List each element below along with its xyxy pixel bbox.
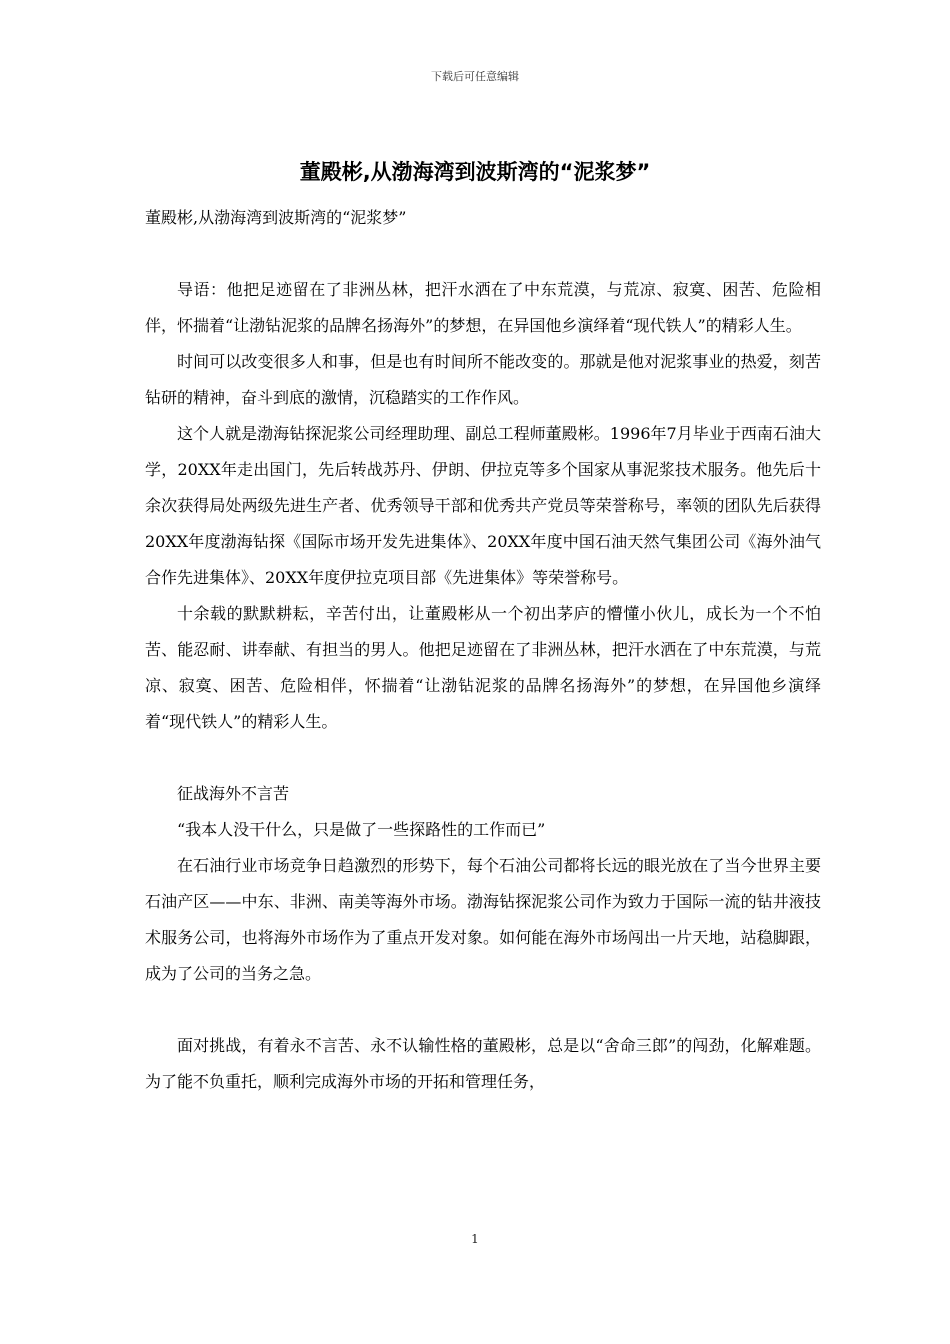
blank-line [145,992,821,1028]
section-quote: “我本人没干什么，只是做了一些探路性的工作而已” [177,820,546,839]
document-body [145,200,821,1100]
document-subtitle: 董殿彬,从渤海湾到波斯湾的“泥浆梦” [145,208,407,227]
blank-line [145,236,821,272]
paragraph-4: 在石油行业市场竞争日趋激烈的形势下，每个石油公司都将长远的眼光放在了当今世界主要石油产区——中东、非洲、南美等海外市场。渤海钻探泥浆公司作为致力于国际一流的钻井液技术服务公司，也将海外市场作为了重点开发对象。如何能在海外市场闯出一片天地，站稳脚跟，成为了公司的当务之急。 [145,856,821,983]
paragraph-2: 这个人就是渤海钻探泥浆公司经理助理、副总工程师董殿彬。1996年7月毕业于西南石油大学，20XX年走出国门，先后转战苏丹、伊朗、伊拉克等多个国家从事泥浆技术服务。他先后十余次获得局处两级先进生产者、优秀领导干部和优秀共产党员等荣誉称号，率领的团队先后获得20XX年度渤海钻探《国际市场开发先进集体》、20XX年度中国石油天然气集团公司《海外油气合作先进集体》、20XX年度伊拉克项目部《先进集体》等荣誉称号。 [145,424,821,587]
document-title: 董殿彬,从渤海湾到波斯湾的“泥浆梦” [299,160,651,184]
intro-paragraph: 导语：他把足迹留在了非洲丛林，把汗水洒在了中东荒漠，与荒凉、寂寞、困苦、危险相伴，怀揣着“让渤钻泥浆的品牌名扬海外”的梦想，在异国他乡演绎着“现代铁人”的精彩人生。 [145,280,821,335]
paragraph-3: 十余载的默默耕耘，辛苦付出，让董殿彬从一个初出茅庐的懵懂小伙儿，成长为一个不怕苦、能忍耐、讲奉献、有担当的男人。他把足迹留在了非洲丛林，把汗水洒在了中东荒漠，与荒凉、寂寞、困苦、危险相伴，怀揣着“让渤钻泥浆的品牌名扬海外”的梦想，在异国他乡演绎着“现代铁人”的精彩人生。 [145,604,821,731]
section-heading: 征战海外不言苦 [177,784,290,803]
blank-line [145,740,821,776]
page-number: 1 [471,1232,479,1246]
paragraph-5: 面对挑战，有着永不言苦、永不认输性格的董殿彬，总是以“舍命三郎”的闯劲，化解难题。为了能不负重托，顺利完成海外市场的开拓和管理任务， [145,1036,821,1091]
paragraph-1: 时间可以改变很多人和事，但是也有时间所不能改变的。那就是他对泥浆事业的热爱，刻苦钻研的精神，奋斗到底的激情，沉稳踏实的工作作风。 [145,352,821,407]
header-note: 下载后可任意编辑 [431,70,519,83]
